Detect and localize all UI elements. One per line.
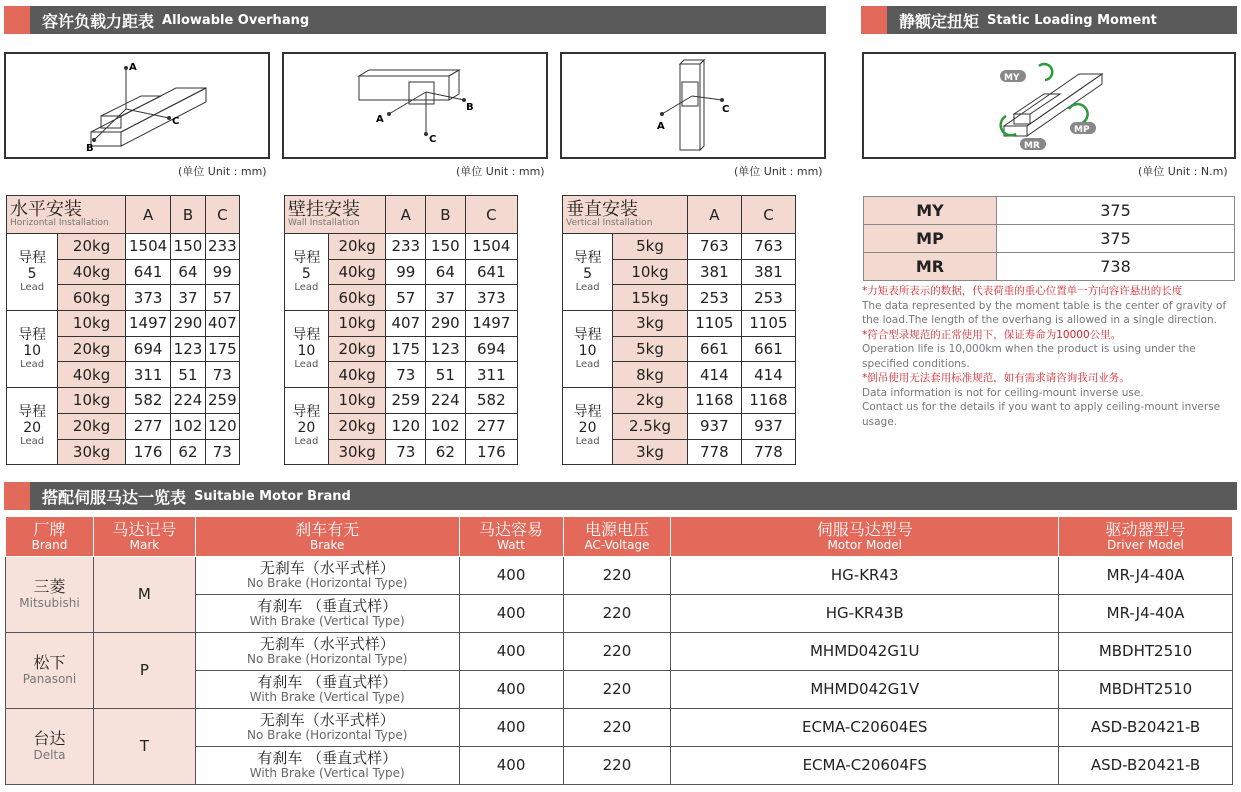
vertical-install-illustration (562, 54, 824, 157)
overhang-value: 150 (426, 234, 466, 260)
load-weight: 30kg (328, 439, 386, 465)
table-row (285, 311, 518, 337)
load-weight: 8kg (613, 362, 688, 388)
lead-value: 20 (297, 419, 316, 436)
brand-cell: 松下 Panasoni (6, 633, 94, 709)
overhang-value: 381 (687, 259, 741, 285)
svg-text:MP: MP (1074, 125, 1090, 135)
overhang-value: 224 (171, 388, 205, 414)
brand-cell: 台达 Delta (6, 709, 94, 785)
moment-table (863, 196, 1235, 281)
load-weight: 10kg (58, 388, 126, 414)
overhang-value: 37 (426, 285, 466, 311)
load-weight: 10kg (328, 388, 386, 414)
overhang-value: 373 (125, 285, 170, 311)
note-line: The data represented by the moment table is the center of gravity of the load.The length of the overhang is allowed in a single direction. (862, 299, 1227, 326)
lead-label-cn: 导程 (292, 327, 321, 344)
overhang-value: 123 (426, 336, 466, 362)
lead-label-en: Lead (294, 358, 319, 370)
overhang-title-cn: 容许负载力距表 (42, 11, 155, 31)
overhang-value: 937 (741, 413, 795, 439)
load-weight: 20kg (328, 336, 386, 362)
overhang-value: 176 (125, 439, 170, 465)
horizontal-title: 水平安装 Horizontal Installation (7, 196, 126, 234)
svg-text:MR: MR (1024, 141, 1040, 151)
horizontal-diagram (4, 52, 270, 159)
motor-row (6, 633, 1233, 671)
overhang-value: 73 (205, 439, 239, 465)
lead-value: 10 (297, 342, 316, 359)
col-c: C (205, 196, 239, 234)
overhang-value: 259 (386, 388, 426, 414)
load-weight: 3kg (613, 311, 688, 337)
overhang-value: 150 (171, 234, 205, 260)
overhang-unit: (单位 Unit : mm) (178, 165, 267, 178)
load-weight: 2.5kg (613, 413, 688, 439)
overhang-value: 175 (386, 336, 426, 362)
lead-value: 10 (578, 342, 597, 359)
lead-cell (285, 234, 329, 311)
header-accent (861, 6, 887, 34)
brake-cell: 有刹车 （垂直式样） With Brake (Vertical Type) (195, 671, 459, 709)
overhang-value: 763 (741, 234, 795, 260)
overhang-value: 277 (125, 413, 170, 439)
table-row (7, 311, 240, 337)
load-weight: 20kg (58, 234, 126, 260)
load-weight: 40kg (328, 362, 386, 388)
overhang-value: 120 (386, 413, 426, 439)
brake-cell: 无刹车（水平式样） No Brake (Horizontal Type) (195, 557, 459, 595)
watt-cell: 400 (459, 557, 563, 595)
overhang-value: 582 (125, 388, 170, 414)
overhang-value: 102 (171, 413, 205, 439)
voltage-cell: 220 (563, 671, 671, 709)
svg-text:MY: MY (1004, 73, 1020, 83)
lead-value: 5 (583, 265, 593, 282)
lead-label-en: Lead (294, 281, 319, 293)
moment-diagram (862, 52, 1236, 159)
svg-text:C: C (172, 116, 180, 127)
overhang-value: 1105 (687, 311, 741, 337)
svg-text:B: B (86, 143, 94, 154)
lead-cell (7, 234, 58, 311)
moment-title-cn: 静额定扭矩 (899, 11, 980, 31)
note-line: Operation life is 10,000km when the product is using under the specified conditions. (862, 343, 1196, 370)
load-weight: 10kg (613, 259, 688, 285)
load-weight: 10kg (58, 311, 126, 337)
lead-cell (563, 311, 613, 388)
load-weight: 20kg (328, 234, 386, 260)
overhang-value: 102 (426, 413, 466, 439)
overhang-value: 175 (205, 336, 239, 362)
table-row (563, 388, 796, 414)
overhang-value: 694 (125, 336, 170, 362)
watt-cell: 400 (459, 595, 563, 633)
motor-col-header: 电源电压 AC-Voltage (563, 517, 671, 557)
lead-label-en: Lead (575, 281, 600, 293)
vertical-diagram (560, 52, 826, 159)
motor-col-header: 马达记号 Mark (93, 517, 195, 557)
vertical-unit: (单位 Unit : mm) (734, 165, 823, 178)
svg-text:C: C (429, 134, 437, 145)
overhang-value: 1497 (125, 311, 170, 337)
wall-unit: (单位 Unit : mm) (456, 165, 545, 178)
moment-row (864, 225, 1235, 253)
moment-value: 738 (997, 253, 1235, 281)
wall-install-illustration (284, 54, 546, 157)
overhang-value: 661 (741, 336, 795, 362)
table-row (285, 388, 518, 414)
moment-illustration (864, 54, 1234, 157)
load-weight: 30kg (58, 439, 126, 465)
overhang-value: 290 (426, 311, 466, 337)
moment-value: 375 (997, 197, 1235, 225)
overhang-title-en: Allowable Overhang (162, 12, 310, 28)
overhang-value: 290 (171, 311, 205, 337)
load-weight: 2kg (613, 388, 688, 414)
overhang-value: 253 (687, 285, 741, 311)
lead-label-cn: 导程 (18, 327, 47, 344)
col-c: C (741, 196, 795, 234)
brake-cell: 有刹车 （垂直式样） With Brake (Vertical Type) (195, 595, 459, 633)
lead-label-en: Lead (294, 436, 319, 448)
vertical-title: 垂直安装 Vertical Installation (563, 196, 688, 234)
load-weight: 5kg (613, 234, 688, 260)
load-weight: 15kg (613, 285, 688, 311)
lead-value: 5 (27, 265, 37, 282)
overhang-value: 582 (465, 388, 517, 414)
lead-label-cn: 导程 (292, 250, 321, 267)
horizontal-table (6, 195, 240, 465)
header-accent (4, 482, 30, 510)
header-accent (4, 6, 30, 34)
motor-row (6, 709, 1233, 747)
motor-col-header: 厂牌 Brand (6, 517, 94, 557)
overhang-value: 414 (687, 362, 741, 388)
overhang-value: 233 (205, 234, 239, 260)
moment-header (861, 6, 1237, 34)
motor-model-cell: ECMA-C20604FS (671, 747, 1059, 785)
svg-text:A: A (657, 121, 665, 132)
lead-label-cn: 导程 (573, 404, 602, 421)
wall-diagram (282, 52, 548, 159)
overhang-value: 73 (386, 362, 426, 388)
overhang-value: 1504 (465, 234, 517, 260)
overhang-value: 661 (687, 336, 741, 362)
lead-value: 5 (301, 265, 311, 282)
overhang-value: 64 (426, 259, 466, 285)
voltage-cell: 220 (563, 557, 671, 595)
overhang-value: 99 (205, 259, 239, 285)
overhang-value: 62 (426, 439, 466, 465)
overhang-value: 373 (465, 285, 517, 311)
motor-col-header: 马达容易 Watt (459, 517, 563, 557)
watt-cell: 400 (459, 747, 563, 785)
brand-cell: 三菱 Mitsubishi (6, 557, 94, 633)
lead-label-cn: 导程 (292, 404, 321, 421)
mark-cell: P (93, 633, 195, 709)
overhang-value: 641 (465, 259, 517, 285)
overhang-value: 1497 (465, 311, 517, 337)
col-c: C (465, 196, 517, 234)
overhang-value: 51 (171, 362, 205, 388)
moment-unit: (单位 Unit : N.m) (1138, 165, 1228, 178)
overhang-value: 778 (741, 439, 795, 465)
load-weight: 10kg (328, 311, 386, 337)
overhang-value: 37 (171, 285, 205, 311)
overhang-value: 51 (426, 362, 466, 388)
load-weight: 40kg (58, 259, 126, 285)
moment-key: MY (864, 197, 997, 225)
overhang-value: 1105 (741, 311, 795, 337)
load-weight: 60kg (58, 285, 126, 311)
overhang-value: 311 (465, 362, 517, 388)
table-row (285, 234, 518, 260)
load-weight: 3kg (613, 439, 688, 465)
watt-cell: 400 (459, 709, 563, 747)
moment-key: MR (864, 253, 997, 281)
table-row (563, 234, 796, 260)
overhang-value: 937 (687, 413, 741, 439)
overhang-value: 763 (687, 234, 741, 260)
overhang-value: 233 (386, 234, 426, 260)
col-a: A (386, 196, 426, 234)
moment-row (864, 197, 1235, 225)
overhang-value: 73 (205, 362, 239, 388)
overhang-value: 253 (741, 285, 795, 311)
overhang-value: 57 (205, 285, 239, 311)
moment-row (864, 253, 1235, 281)
overhang-value: 1168 (687, 388, 741, 414)
overhang-value: 120 (205, 413, 239, 439)
driver-model-cell: MR-J4-40A (1059, 595, 1233, 633)
svg-text:C: C (722, 104, 730, 115)
lead-label-cn: 导程 (18, 250, 47, 267)
motor-col-header: 驱动器型号 Driver Model (1059, 517, 1233, 557)
overhang-value: 381 (741, 259, 795, 285)
lead-label-en: Lead (575, 436, 600, 448)
overhang-value: 99 (386, 259, 426, 285)
load-weight: 40kg (58, 362, 126, 388)
lead-value: 20 (23, 419, 42, 436)
voltage-cell: 220 (563, 633, 671, 671)
moment-key: MP (864, 225, 997, 253)
brake-cell: 无刹车（水平式样） No Brake (Horizontal Type) (195, 709, 459, 747)
voltage-cell: 220 (563, 595, 671, 633)
motor-col-header: 伺服马达型号 Motor Model (671, 517, 1059, 557)
note-line: Data information is not for ceiling-mount inverse use. (862, 386, 1144, 399)
mark-cell: T (93, 709, 195, 785)
overhang-value: 259 (205, 388, 239, 414)
overhang-value: 311 (125, 362, 170, 388)
overhang-value: 407 (205, 311, 239, 337)
motor-model-cell: MHMD042G1U (671, 633, 1059, 671)
motor-row (6, 557, 1233, 595)
overhang-value: 694 (465, 336, 517, 362)
overhang-value: 224 (426, 388, 466, 414)
lead-cell (285, 311, 329, 388)
load-weight: 40kg (328, 259, 386, 285)
load-weight: 20kg (58, 413, 126, 439)
lead-label-en: Lead (20, 358, 45, 370)
table-row (7, 234, 240, 260)
voltage-cell: 220 (563, 747, 671, 785)
lead-cell (285, 388, 329, 465)
lead-label-cn: 导程 (18, 404, 47, 421)
table-row (7, 388, 240, 414)
note-line: *力矩表所表示的数据，代表荷重的重心位置单一方向容许悬出的长度 (862, 285, 1183, 297)
lead-value: 20 (578, 419, 597, 436)
overhang-value: 1168 (741, 388, 795, 414)
lead-label-en: Lead (20, 281, 45, 293)
brake-cell: 无刹车（水平式样） No Brake (Horizontal Type) (195, 633, 459, 671)
moment-title-en: Static Loading Moment (987, 12, 1157, 28)
motor-model-cell: HG-KR43B (671, 595, 1059, 633)
driver-model-cell: ASD-B20421-B (1059, 709, 1233, 747)
motor-model-cell: ECMA-C20604ES (671, 709, 1059, 747)
col-b: B (426, 196, 466, 234)
mark-cell: M (93, 557, 195, 633)
motor-col-header: 刹车有无 Brake (195, 517, 459, 557)
overhang-header (4, 6, 826, 34)
lead-label-cn: 导程 (573, 250, 602, 267)
svg-text:A: A (129, 62, 137, 73)
load-weight: 20kg (58, 336, 126, 362)
lead-label-cn: 导程 (573, 327, 602, 344)
lead-label-en: Lead (575, 358, 600, 370)
overhang-value: 414 (741, 362, 795, 388)
table-row (563, 311, 796, 337)
overhang-value: 62 (171, 439, 205, 465)
col-a: A (125, 196, 170, 234)
horizontal-install-illustration (6, 54, 268, 157)
wall-table (284, 195, 518, 465)
motor-header (4, 482, 1237, 510)
driver-model-cell: MBDHT2510 (1059, 671, 1233, 709)
svg-text:A: A (376, 114, 384, 125)
motor-model-cell: MHMD042G1V (671, 671, 1059, 709)
overhang-value: 407 (386, 311, 426, 337)
note-line: Contact us for the details if you want to apply ceiling-mount inverse usage. (862, 401, 1221, 428)
lead-cell (7, 311, 58, 388)
overhang-value: 778 (687, 439, 741, 465)
overhang-value: 1504 (125, 234, 170, 260)
driver-model-cell: MBDHT2510 (1059, 633, 1233, 671)
note-line: *符合型录规范的正常使用下，保证寿命为10000公里。 (862, 328, 1122, 341)
vertical-table (562, 195, 796, 465)
col-b: B (171, 196, 205, 234)
wall-title: 壁挂安装 Wall Installation (285, 196, 386, 234)
moment-value: 375 (997, 225, 1235, 253)
overhang-value: 123 (171, 336, 205, 362)
notes (862, 284, 1240, 429)
driver-model-cell: MR-J4-40A (1059, 557, 1233, 595)
overhang-value: 64 (171, 259, 205, 285)
overhang-value: 57 (386, 285, 426, 311)
motor-title-en: Suitable Motor Brand (194, 488, 351, 504)
motor-model-cell: HG-KR43 (671, 557, 1059, 595)
load-weight: 5kg (613, 336, 688, 362)
voltage-cell: 220 (563, 709, 671, 747)
overhang-value: 73 (386, 439, 426, 465)
note-line: *倒吊使用无法套用标准规范，如有需求请咨询我司业务。 (862, 372, 1130, 384)
lead-label-en: Lead (20, 436, 45, 448)
col-a: A (687, 196, 741, 234)
lead-cell (563, 234, 613, 311)
lead-cell (563, 388, 613, 465)
motor-title-cn: 搭配伺服马达一览表 (42, 487, 187, 507)
overhang-value: 176 (465, 439, 517, 465)
watt-cell: 400 (459, 633, 563, 671)
overhang-value: 277 (465, 413, 517, 439)
driver-model-cell: ASD-B20421-B (1059, 747, 1233, 785)
svg-text:B: B (466, 102, 474, 113)
lead-value: 10 (23, 342, 42, 359)
load-weight: 60kg (328, 285, 386, 311)
overhang-value: 641 (125, 259, 170, 285)
load-weight: 20kg (328, 413, 386, 439)
brake-cell: 有刹车 （垂直式样） With Brake (Vertical Type) (195, 747, 459, 785)
motor-table (5, 516, 1233, 785)
lead-cell (7, 388, 58, 465)
watt-cell: 400 (459, 671, 563, 709)
